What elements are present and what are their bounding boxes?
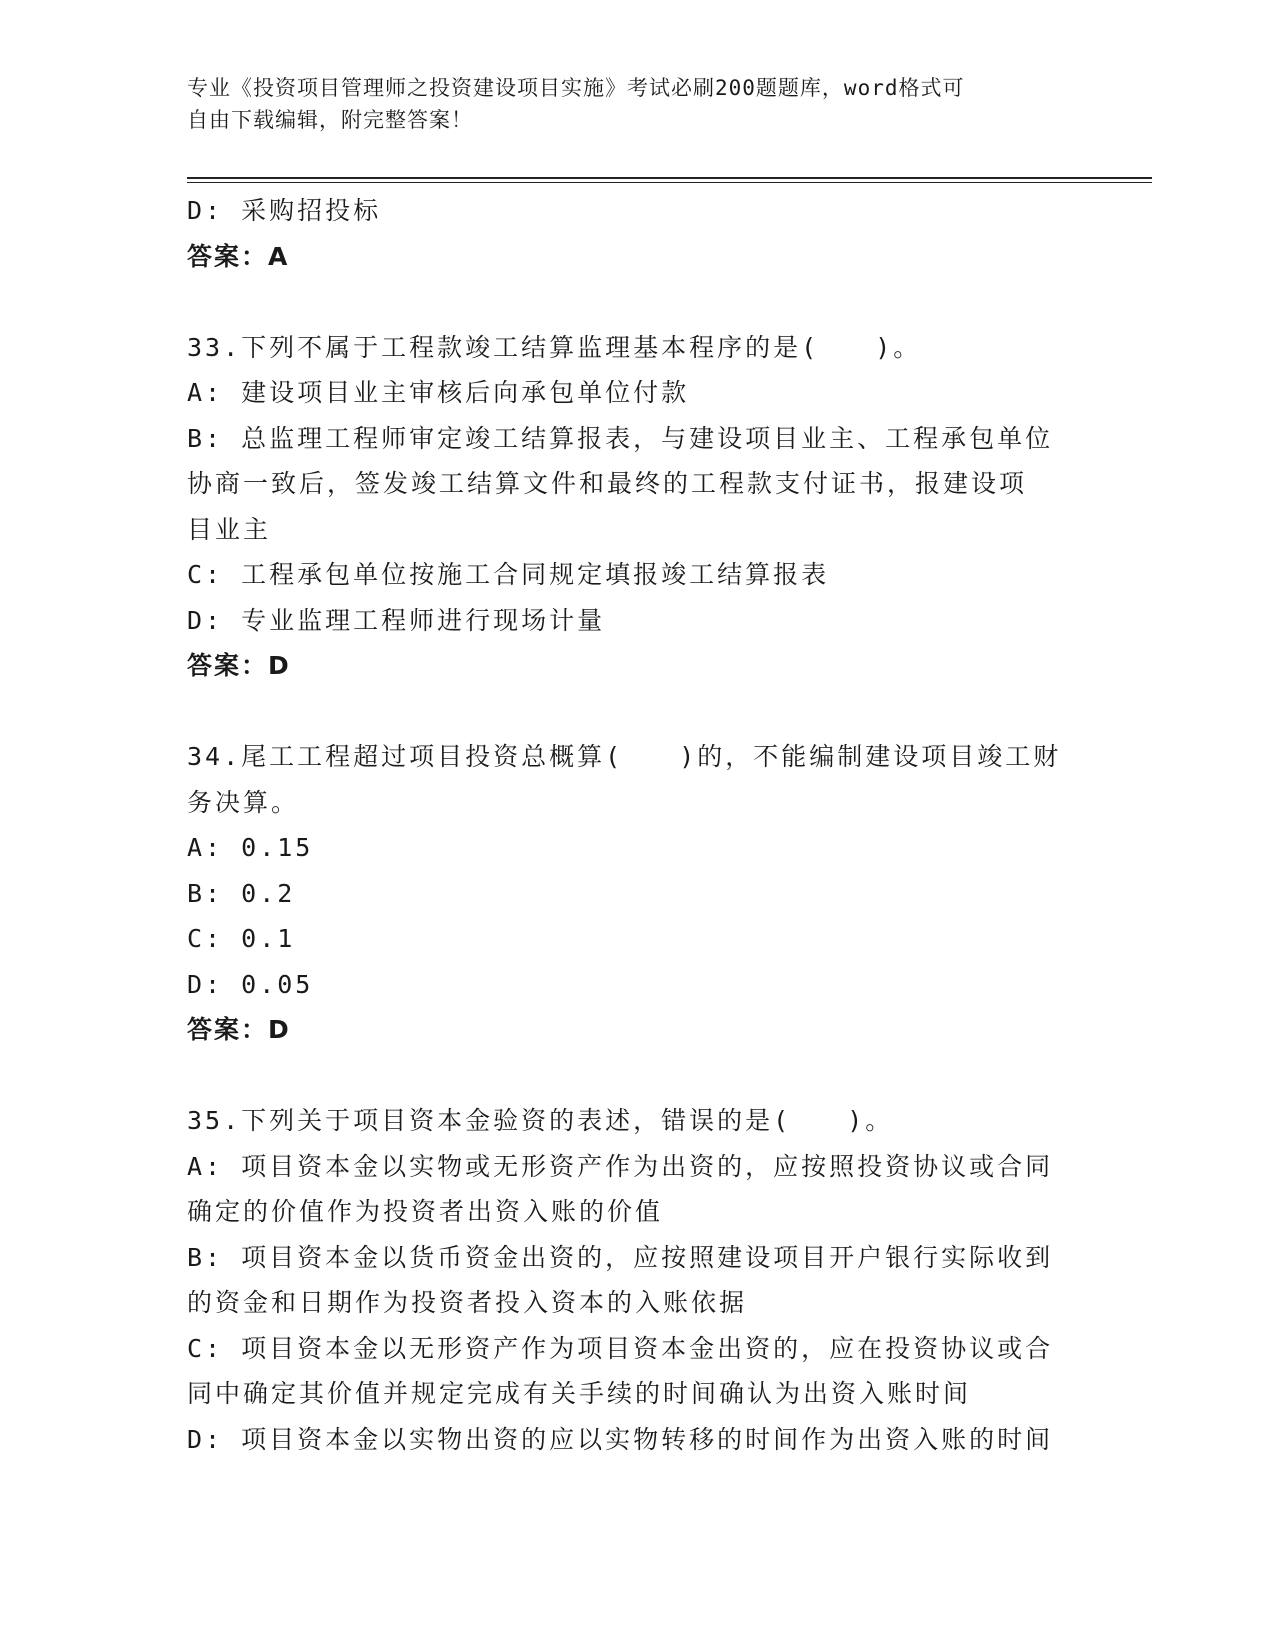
question-stem-cont: 务决算。 [187,787,300,817]
option-c-cont: 同中确定其价值并规定完成有关手续的时间确认为出资入账时间 [187,1379,972,1408]
option-c: C: 0.1 [187,924,296,953]
spacer [187,279,1067,325]
option-d: D: 0.05 [187,969,314,999]
question-stem: 35.下列关于项目资本金验资的表述，错误的是( )。 [187,1106,894,1135]
option-b-cont: 协商一致后，签发竣工结算文件和最终的工程款支付证书，报建设项 [187,469,1028,498]
question-35 [187,1098,1067,1462]
spacer [187,689,1067,735]
document-body [187,188,1067,1462]
answer: 答案：D [187,651,291,680]
prev-answer: 答案：A [187,241,290,271]
option-b: B: 总监理工程师审定竣工结算报表，与建设项目业主、工程承包单位 [187,423,1054,453]
option-c: C: 项目资本金以无形资产作为项目资本金出资的，应在投资协议或合 [187,1333,1054,1363]
option-b: B: 0.2 [187,878,296,908]
question-33 [187,325,1067,689]
answer: 答案：D [187,1015,291,1044]
question-stem: 34.尾工工程超过项目投资总概算( )的，不能编制建设项目竣工财 [187,742,1062,771]
option-c: C: 工程承包单位按施工合同规定填报竣工结算报表 [187,560,830,589]
question-stem: 33.下列不属于工程款竣工结算监理基本程序的是( )。 [187,332,922,362]
option-a-cont: 确定的价值作为投资者出资入账的价值 [187,1197,664,1226]
option-a: A: 0.15 [187,833,314,862]
option-b: B: 项目资本金以货币资金出资的，应按照建设项目开户银行实际收到 [187,1242,1054,1272]
document-header [187,72,1067,136]
header-rule-thin [187,182,1152,183]
option-b-cont: 目业主 [187,514,272,544]
option-b-cont: 的资金和日期作为投资者投入资本的入账依据 [187,1288,748,1317]
header-rule-thick [187,177,1152,179]
option-d: D: 项目资本金以实物出资的应以实物转移的时间作为出资入账的时间 [187,1424,1054,1454]
option-a: A: 项目资本金以实物或无形资产作为出资的，应按照投资协议或合同 [187,1151,1054,1181]
header-line-1: 专业《投资项目管理师之投资建设项目实施》考试必刷200题题库，word格式可 [187,76,965,100]
spacer [187,1053,1067,1099]
prev-option-d: D: 采购招投标 [187,196,382,225]
header-line-2: 自由下载编辑，附完整答案！ [187,108,473,132]
option-d: D: 专业监理工程师进行现场计量 [187,605,606,635]
option-a: A: 建设项目业主审核后向承包单位付款 [187,378,690,407]
question-34 [187,734,1067,1053]
